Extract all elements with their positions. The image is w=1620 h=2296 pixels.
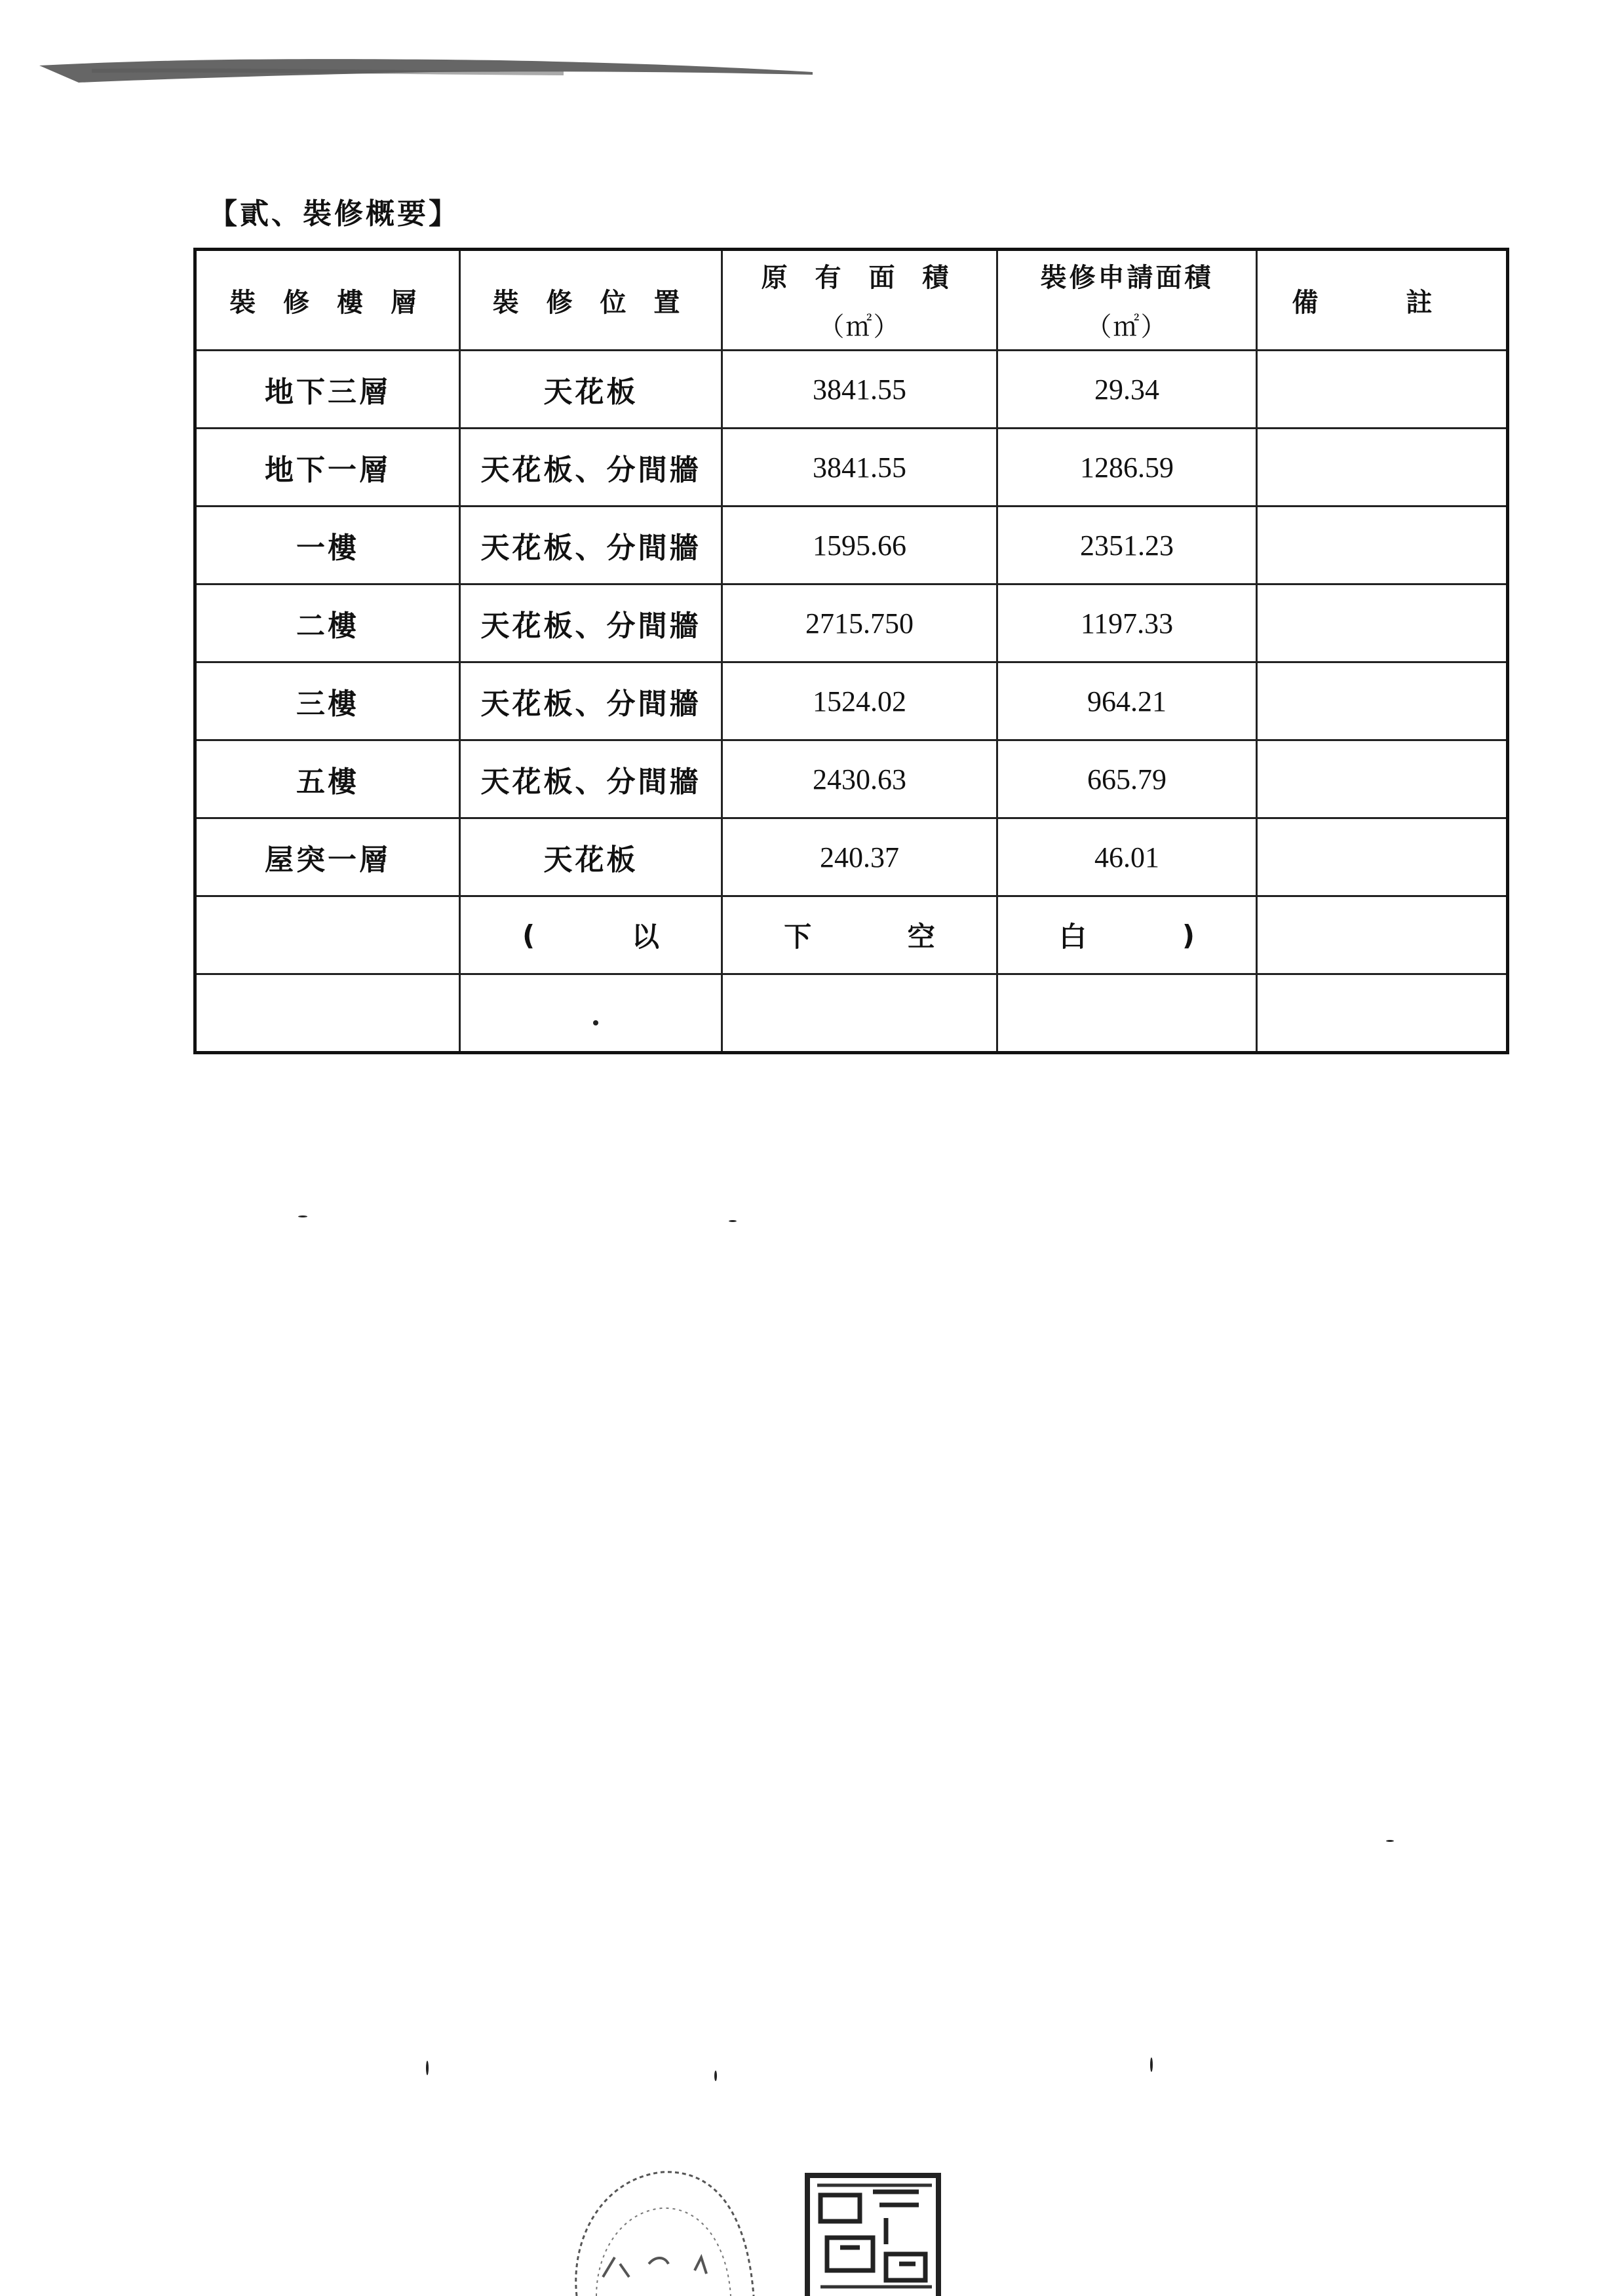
cell-position: 天花板、分間牆 bbox=[460, 662, 722, 740]
cell-floor: 二樓 bbox=[195, 584, 460, 662]
cell-remarks bbox=[1257, 818, 1508, 896]
cell-original-area: 1524.02 bbox=[722, 662, 997, 740]
scan-speck bbox=[593, 1020, 598, 1025]
cell-remarks bbox=[1257, 740, 1508, 818]
table-row bbox=[195, 818, 1508, 896]
cell-remarks bbox=[1257, 584, 1508, 662]
blank-marker-cell bbox=[460, 896, 722, 974]
cell-original-area: 1595.66 bbox=[722, 507, 997, 584]
header-remarks: 備 註 bbox=[1257, 250, 1508, 351]
cell-original-area: 2715.750 bbox=[722, 584, 997, 662]
header-floor: 裝 修 樓 層 bbox=[195, 250, 460, 351]
table-header-row bbox=[195, 250, 1508, 351]
cell-position: 天花板、分間牆 bbox=[460, 429, 722, 507]
cell-applied-area: 665.79 bbox=[997, 740, 1257, 818]
cell-applied-area: 2351.23 bbox=[997, 507, 1257, 584]
cell-floor: 屋突一層 bbox=[195, 818, 460, 896]
header-applied-area-unit: （㎡） bbox=[1085, 312, 1168, 342]
cell-position: 天花板、分間牆 bbox=[460, 740, 722, 818]
table-row bbox=[195, 351, 1508, 429]
cell-empty bbox=[1257, 896, 1508, 974]
scan-speck bbox=[298, 1215, 307, 1217]
cell-original-area: 240.37 bbox=[722, 818, 997, 896]
cell-empty bbox=[997, 974, 1257, 1053]
cell-empty bbox=[195, 896, 460, 974]
scan-speck bbox=[1150, 2057, 1153, 2072]
round-seal-stamp bbox=[550, 2120, 767, 2296]
cell-floor: 三樓 bbox=[195, 662, 460, 740]
cell-floor: 五樓 bbox=[195, 740, 460, 818]
header-applied-area-label: 裝修申請面積 bbox=[1040, 263, 1214, 293]
cell-original-area: 3841.55 bbox=[722, 351, 997, 429]
table-row bbox=[195, 429, 1508, 507]
header-original-area-label: 原 有 面 積 bbox=[761, 263, 958, 293]
table-row bbox=[195, 507, 1508, 584]
blank-marker-char: 下 bbox=[784, 921, 812, 953]
blank-marker-cell bbox=[997, 896, 1257, 974]
cell-position: 天花板 bbox=[460, 351, 722, 429]
cell-original-area: 2430.63 bbox=[722, 740, 997, 818]
scan-speck bbox=[426, 2061, 429, 2075]
scan-speck bbox=[729, 1220, 737, 1222]
header-applied-area bbox=[997, 250, 1257, 351]
cell-floor: 地下一層 bbox=[195, 429, 460, 507]
scan-smudge bbox=[39, 52, 813, 98]
blank-marker-char: 以 bbox=[632, 921, 660, 953]
cell-remarks bbox=[1257, 429, 1508, 507]
square-seal-stamp bbox=[801, 2156, 945, 2296]
table-row bbox=[195, 584, 1508, 662]
header-position: 裝 修 位 置 bbox=[460, 250, 722, 351]
cell-empty bbox=[195, 974, 460, 1053]
header-original-area-unit: （㎡） bbox=[818, 312, 901, 342]
section-title: 【貳、裝修概要】 bbox=[208, 197, 460, 231]
blank-marker-row bbox=[195, 896, 1508, 974]
cell-position: 天花板、分間牆 bbox=[460, 507, 722, 584]
table-row bbox=[195, 662, 1508, 740]
blank-marker-char: 空 bbox=[907, 921, 935, 953]
cell-applied-area: 1197.33 bbox=[997, 584, 1257, 662]
cell-applied-area: 29.34 bbox=[997, 351, 1257, 429]
blank-marker-open-paren: ( bbox=[522, 919, 535, 951]
cell-empty bbox=[460, 974, 722, 1053]
table-row-empty bbox=[195, 974, 1508, 1053]
cell-position: 天花板 bbox=[460, 818, 722, 896]
scan-speck bbox=[714, 2071, 717, 2081]
scan-speck bbox=[1386, 1840, 1394, 1842]
cell-remarks bbox=[1257, 351, 1508, 429]
header-original-area bbox=[722, 250, 997, 351]
cell-position: 天花板、分間牆 bbox=[460, 584, 722, 662]
cell-floor: 一樓 bbox=[195, 507, 460, 584]
cell-floor: 地下三層 bbox=[195, 351, 460, 429]
blank-marker-cell bbox=[722, 896, 997, 974]
blank-marker-char: 白 bbox=[1058, 921, 1087, 953]
cell-applied-area: 46.01 bbox=[997, 818, 1257, 896]
cell-original-area: 3841.55 bbox=[722, 429, 997, 507]
cell-applied-area: 1286.59 bbox=[997, 429, 1257, 507]
cell-remarks bbox=[1257, 507, 1508, 584]
cell-empty bbox=[722, 974, 997, 1053]
cell-remarks bbox=[1257, 662, 1508, 740]
renovation-summary-table bbox=[193, 248, 1509, 1054]
table-row bbox=[195, 740, 1508, 818]
cell-empty bbox=[1257, 974, 1508, 1053]
blank-marker-close-paren: ) bbox=[1182, 919, 1195, 951]
cell-applied-area: 964.21 bbox=[997, 662, 1257, 740]
